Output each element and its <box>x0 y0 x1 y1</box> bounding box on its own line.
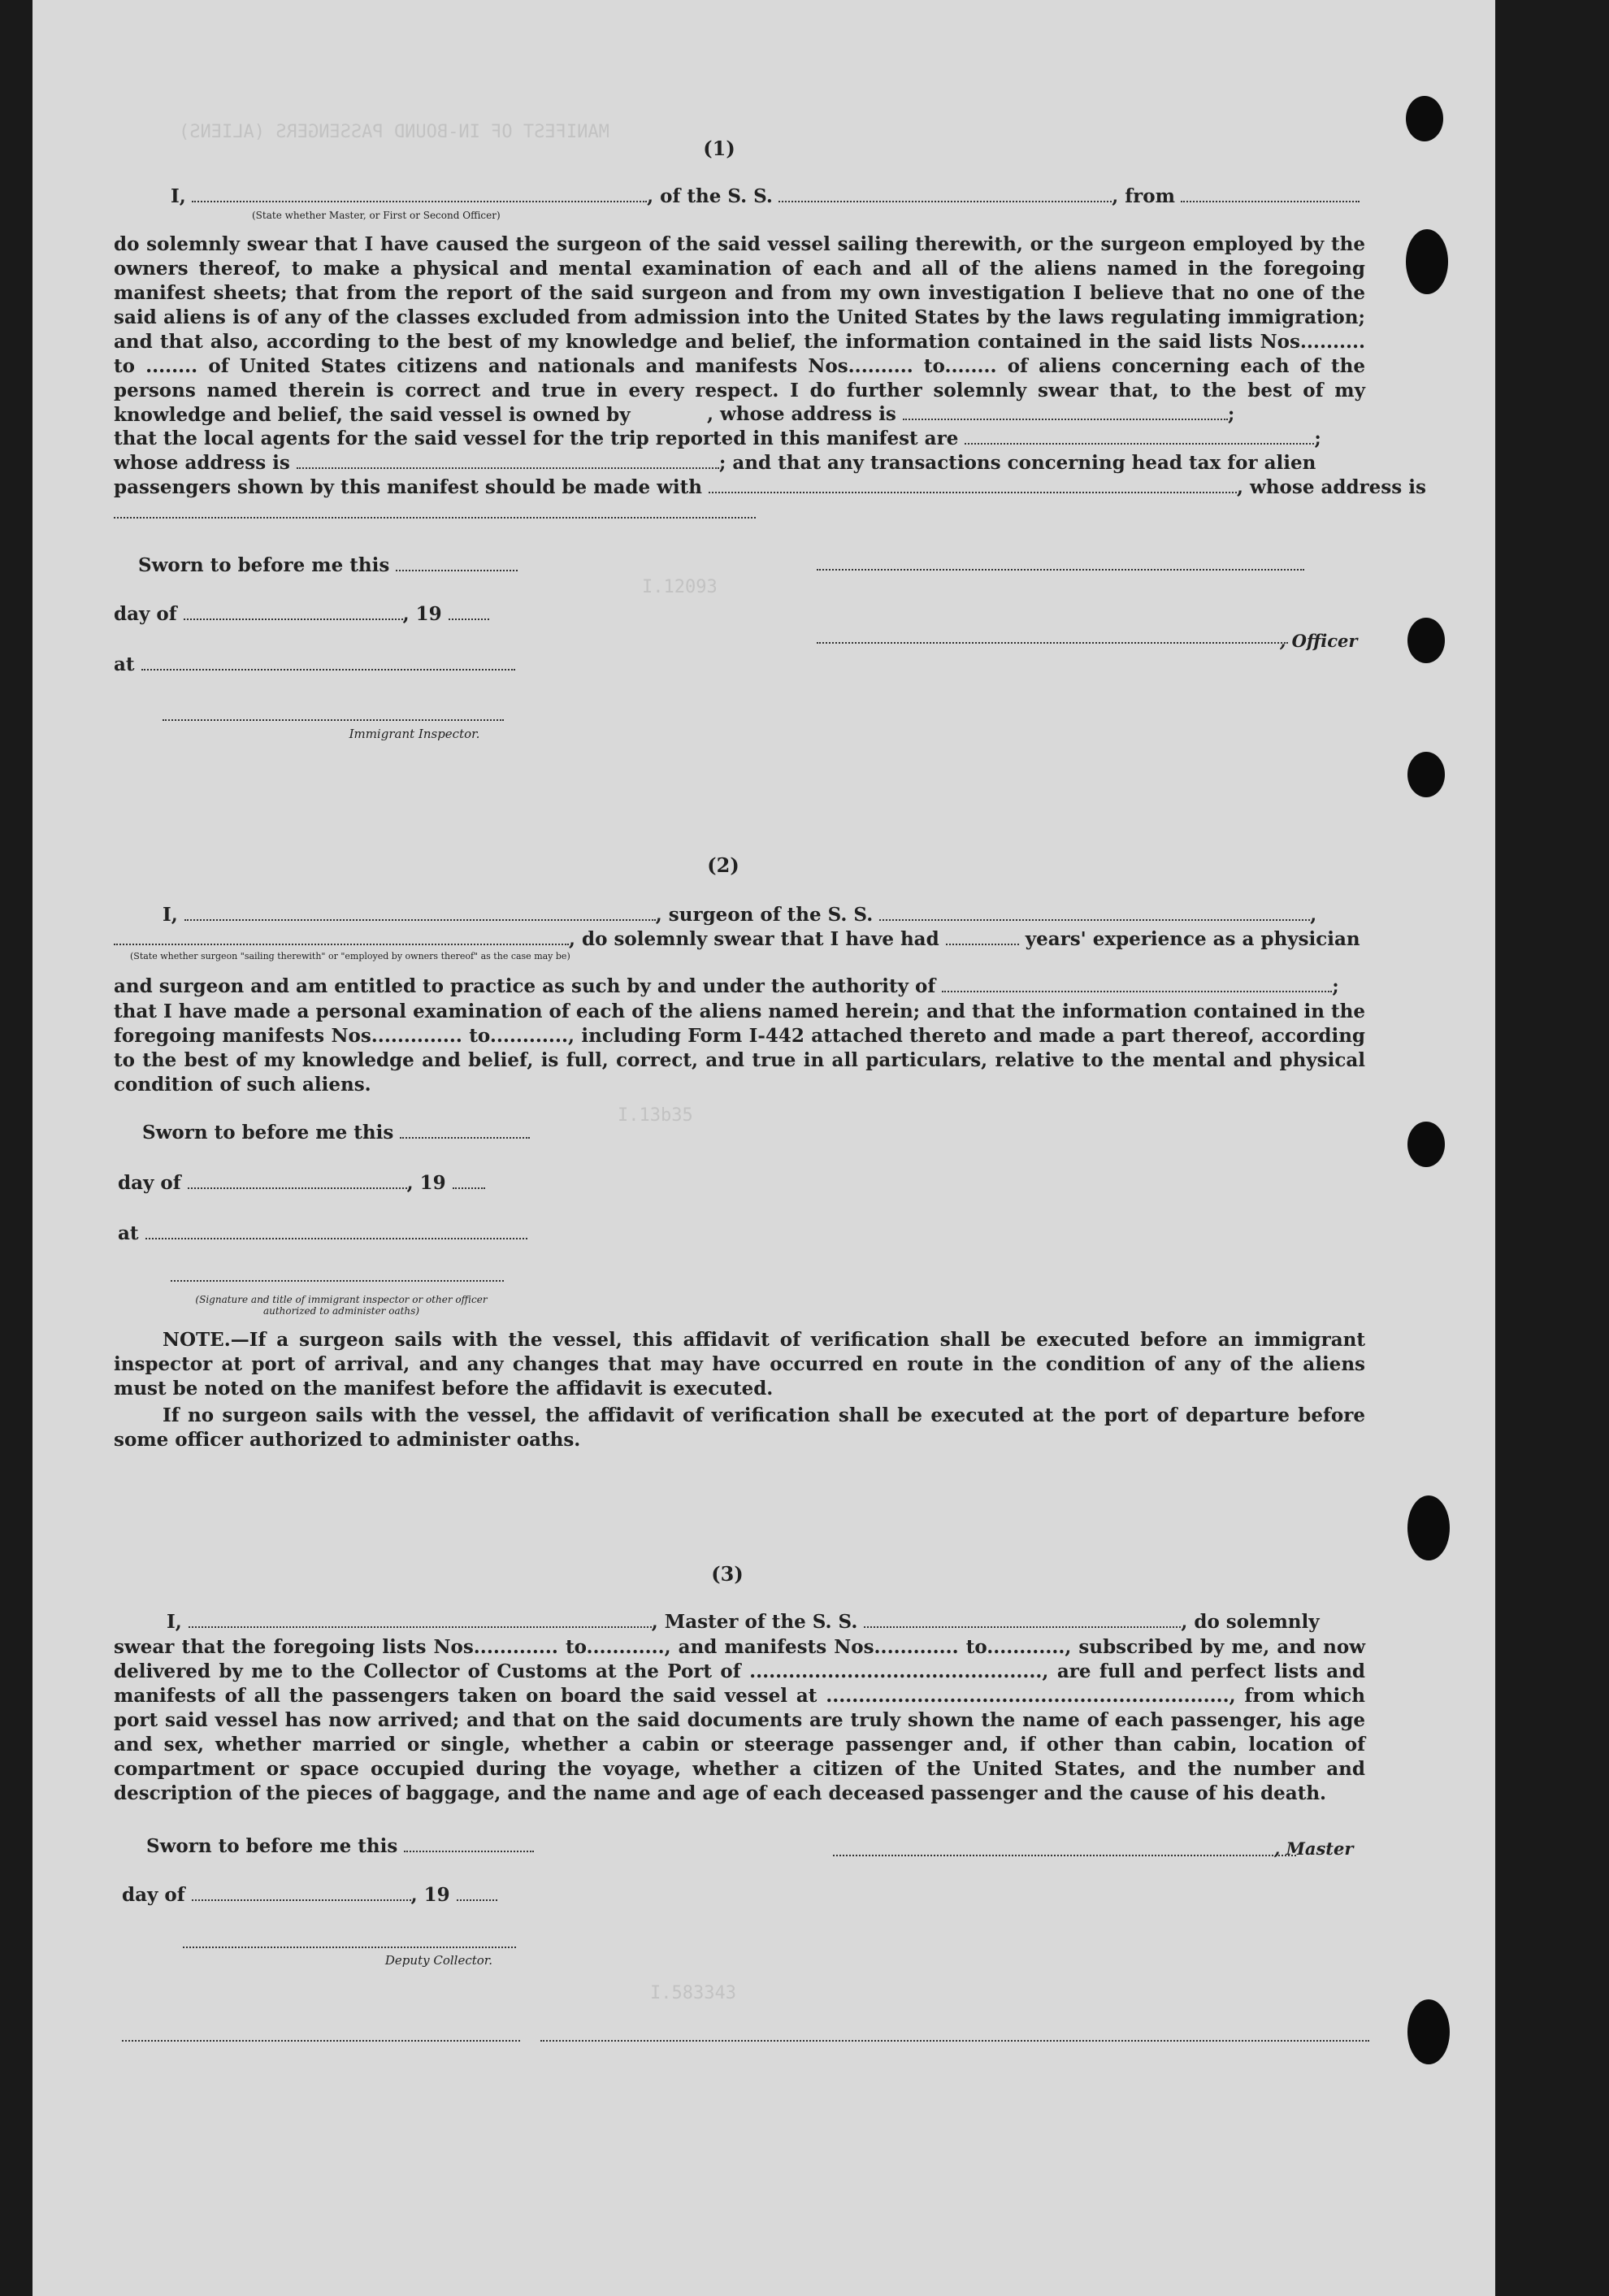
officer-signature-line[interactable] <box>817 569 1304 571</box>
surgeon-name-field[interactable] <box>184 905 656 921</box>
section2-sworn: Sworn to before me this <box>142 1122 530 1144</box>
section2-note2: If no surgeon sails with the vessel, the affidavit of verification shall be executed at the port of departure before some officer authorized to administer oaths. <box>114 1404 1365 1451</box>
agents-line: that the local agents for the said vessel for the trip reported in this manifest are ; <box>114 428 1321 449</box>
years-experience-field[interactable] <box>946 929 1019 945</box>
section3-day: day of , 19 <box>122 1884 497 1906</box>
section2-at-field[interactable] <box>145 1223 527 1239</box>
master-name-field[interactable] <box>192 186 647 202</box>
agents-field[interactable] <box>965 428 1314 445</box>
section3-year-field[interactable] <box>457 1885 497 1901</box>
collector-signature-line[interactable] <box>183 1947 516 1948</box>
section1-at: at <box>114 653 515 675</box>
master-label: , Master <box>1274 1838 1354 1859</box>
binder-hole <box>1407 1122 1445 1167</box>
section2-caption: (State whether surgeon "sailing therewith" or "employed by owners thereof" as the case may be) <box>130 951 570 961</box>
section2-year-field[interactable] <box>453 1173 485 1189</box>
section3-day-field[interactable] <box>192 1885 411 1901</box>
authority-field[interactable] <box>942 976 1332 992</box>
section3-master-field[interactable] <box>189 1612 652 1628</box>
binder-hole <box>1407 752 1445 797</box>
passengers-line: passengers shown by this manifest should be made with , whose address is <box>114 476 1426 498</box>
vessel-name-field[interactable] <box>778 186 1112 202</box>
section2-vessel-field[interactable] <box>879 905 1310 921</box>
section2-line2: , do solemnly swear that I have had years' experience as a physician <box>114 928 1360 950</box>
binder-hole <box>1406 229 1448 294</box>
section2-heading: (2) <box>707 853 739 877</box>
section3-sworn-field[interactable] <box>404 1836 534 1852</box>
section2-signature-line[interactable] <box>171 1280 504 1282</box>
section1-day: day of , 19 <box>114 603 489 625</box>
section2-day-field[interactable] <box>188 1173 407 1189</box>
section3-vessel-field[interactable] <box>864 1612 1181 1628</box>
section1-caption: (State whether Master, or First or Second Officer) <box>252 210 501 221</box>
section1-at-field[interactable] <box>141 654 515 671</box>
section2-at: at <box>118 1222 527 1244</box>
agents-address-field[interactable] <box>297 453 719 469</box>
section2-line1: I, , surgeon of the S. S. , <box>163 904 1317 926</box>
bottom-rule-left <box>122 2040 520 2042</box>
from-port-field[interactable] <box>1181 186 1360 202</box>
owned-address-line: , whose address is ; <box>707 403 1235 425</box>
binder-hole <box>1406 96 1443 141</box>
section1-sworn-field[interactable] <box>396 555 518 571</box>
section3-heading: (3) <box>711 1562 744 1586</box>
section2-sig-caption: (Signature and title of immigrant inspector or other officer authorized to administer oaths) <box>195 1294 488 1317</box>
collector-caption: Deputy Collector. <box>384 1953 493 1968</box>
binder-hole <box>1407 1495 1450 1560</box>
section3-sworn: Sworn to before me this <box>146 1835 534 1857</box>
section1-line1: I, , of the S. S. , from <box>171 185 1360 207</box>
section1-day-field[interactable] <box>184 604 403 620</box>
officer-signature-line-2[interactable] <box>817 642 1288 644</box>
section2-line3: and surgeon and am entitled to practice as such by and under the authority of ; <box>114 975 1339 997</box>
section3-body: swear that the foregoing lists Nos............. to............, and manifests Nos............. to............, subscribed by me, and now delivered by me to the Collector of Customs at the Port of ............................................., are full and perfect lists and manifests of all the passengers taken on board the said vessel at .............................................................., from which port said vessel has now arrived; and that on the said documents are truly shown the name of each passenger, his age and sex, whether married or single, whether a cabin or steerage passenger and, if other than cabin, location of compartment or space occupied during the voyage, whether a citizen of the United States, and the number and description of the pieces of baggage, and the name and age of each deceased passenger and the cause of his death. <box>114 1636 1365 1804</box>
manifest-page <box>33 0 1495 2296</box>
section1-heading: (1) <box>703 137 735 160</box>
officer-label: , Officer <box>1280 631 1358 651</box>
surgeon-status-field[interactable] <box>114 929 569 945</box>
section1-body: do solemnly swear that I have caused the surgeon of the said vessel sailing therewith, or the surgeon employed by the owners thereof, to make a physical and mental examination of each and all of the aliens named in the foregoing manifest sheets; that from the report of the said surgeon and from my own investigation I believe that no one of the said aliens is of any of the classes excluded from admission into the United States by the laws regulating immigration; and that also, according to the best of my knowledge and belief, the information contained in the said lists Nos.......... to ........ of United States citizens and nationals and manifests Nos.......... to........ of aliens concerning each of the persons named therein is correct and true in every respect. I do further solemnly swear that, to the best of my knowledge and belief, the said vessel is owned by <box>114 233 1365 426</box>
binder-hole <box>1407 618 1445 663</box>
master-signature-line[interactable] <box>833 1855 1296 1856</box>
section2-body: that I have made a personal examination of each of the aliens named herein; and that the information contained in the foregoing manifests Nos.............. to............, including Form I-442 attached thereto and made a part thereof, according to the best of my knowledge and belief, is full, correct, and true in all particulars, relative to the mental and physical condition of such aliens. <box>114 1000 1365 1096</box>
inspector-signature-line[interactable] <box>163 719 504 721</box>
section2-note: NOTE.—If a surgeon sails with the vessel, this affidavit of verification shall be executed before an immigrant inspector at port of arrival, and any changes that may have occurred en route in the condition of any of the aliens must be noted on the manifest before the affidavit is executed. <box>114 1329 1365 1400</box>
bleed-through: I.583343 <box>650 1983 736 2003</box>
bleed-through: I.12093 <box>642 577 718 597</box>
bleed-through: I.13b35 <box>618 1105 693 1126</box>
bottom-rule-right <box>540 2040 1369 2042</box>
contact-address-rule <box>114 517 756 519</box>
inspector-caption: Immigrant Inspector. <box>349 727 480 741</box>
section1-sworn: Sworn to before me this <box>138 554 518 576</box>
binder-hole <box>1407 1999 1450 2064</box>
owner-address-field[interactable] <box>903 404 1228 420</box>
section3-line1: I, , Master of the S. S. , do solemnly <box>167 1611 1320 1633</box>
section2-sworn-field[interactable] <box>400 1122 530 1139</box>
section2-day: day of , 19 <box>118 1172 485 1194</box>
bleed-through: MANIFEST OF IN-BOUND PASSENGERS (ALIENS) <box>179 122 609 142</box>
head-tax-contact-field[interactable] <box>709 477 1237 493</box>
agents-address-line: whose address is ; and that any transactions concerning head tax for alien <box>114 452 1316 474</box>
section1-year-field[interactable] <box>449 604 489 620</box>
